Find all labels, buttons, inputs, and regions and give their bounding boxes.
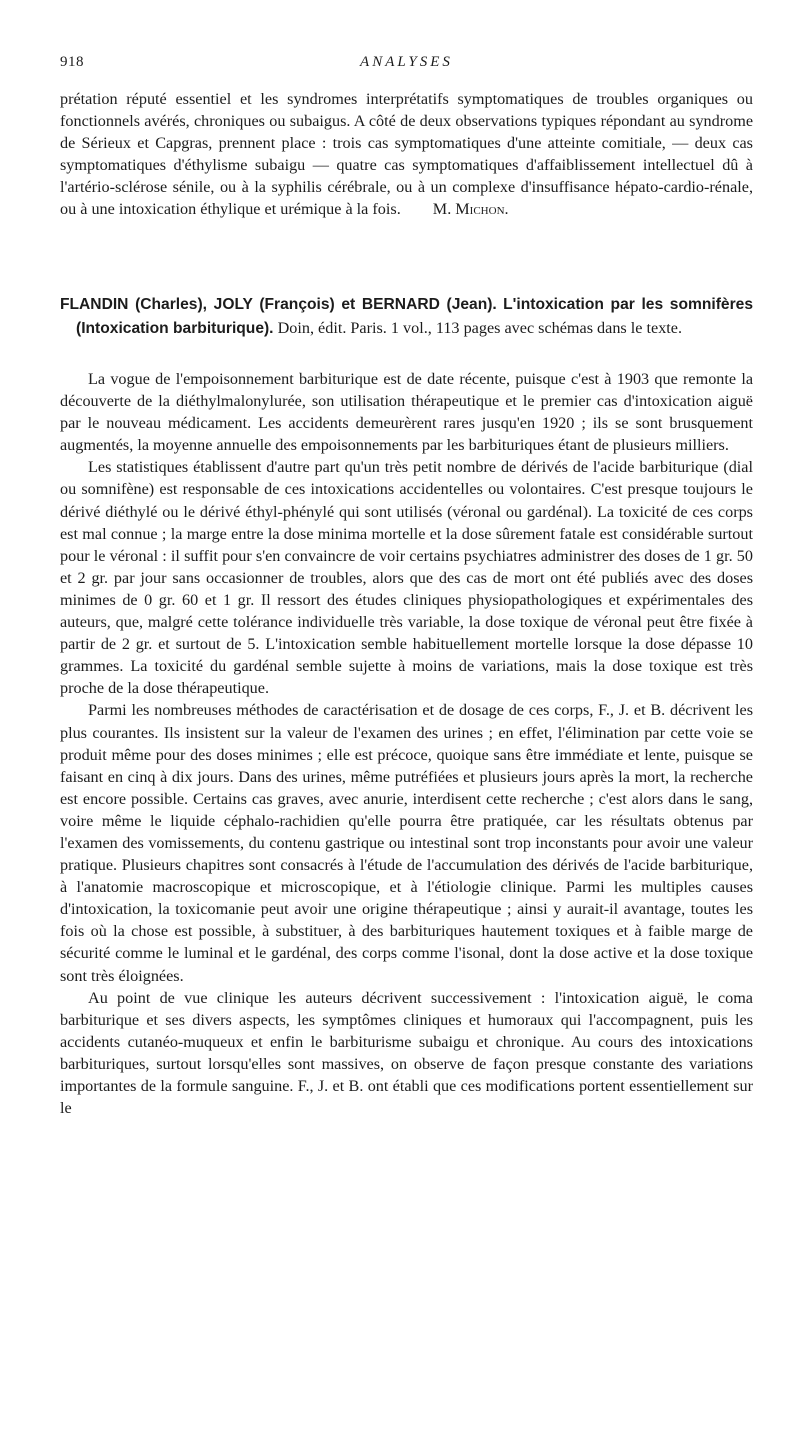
review-body <box>60 368 753 1119</box>
review-heading <box>60 293 753 340</box>
running-head <box>60 54 753 78</box>
previous-review <box>60 88 753 221</box>
review-paragraph: Les statistiques établissent d'autre part qu'un très petit nombre de dérivés de l'acide barbiturique (dial ou somnifène) est responsable de ces intoxications accidentelles ou volontaires. C'est presque toujours le dérivé diéthylé ou le dérivé éthyl-phénylé qui sont utilisés (véronal ou gardénal). La toxicité de ces corps est mal connue ; la marge entre la dose minima mortelle et la dose sûrement fatale est considérable surtout pour le véronal : il suffit pour s'en convaincre de voir certains psychiatres administrer des doses de 1 gr. 50 et 2 gr. par jour sans occasionner de troubles, alors que des cas de mort ont été publiés avec des doses minimes de 0 gr. 60 et 1 gr. Il ressort des études cliniques physiopathologiques et expérimentales des auteurs, que, malgré cette tolérance individuelle très variable, la dose toxique de véronal peut être fixée à partir de 2 gr. et surtout de 5. L'intoxication semble habituellement mortelle lorsque la dose dépasse 10 grammes. La toxicité du gardénal semble sujette à moins de variations, mais la dose toxique est très proche de la dose thérapeutique. <box>60 458 753 698</box>
review-paragraph: Au point de vue clinique les auteurs décrivent successivement : l'intoxication aiguë, le coma barbiturique et ses divers aspects, les symptômes cliniques et humoraux qui l'accompagnent, puis les accidents cutanéo-muqueux et enfin le barbiturisme subaigu et chronique. Au cours des intoxications barbituriques, surtout lorsqu'elles sont massives, on observe de façon presque constante des variations importantes de la formule sanguine. F., J. et B. ont établi que ces modifications portent essentiellement sur le <box>60 988 753 1118</box>
review-authors: FLANDIN (Charles), JOLY (François) et BERNARD (Jean). <box>60 296 497 313</box>
review-publication: Doin, édit. Paris. 1 vol., 113 pages avec schémas dans le texte. <box>277 318 683 337</box>
review-paragraph: La vogue de l'empoisonnement barbiturique est de date récente, puisque c'est à 1903 que remonte la découverte de la diéthylmalonylurée, son utilisation thérapeutique et le premier cas d'intoxication aiguë par le nouveau médicament. Les accidents demeurèrent rares jusqu'en 1920 ; ils se sont brusquement augmentés, la moyenne annuelle des empoisonnements par les barbituriques étant de plusieurs milliers. <box>60 370 753 455</box>
page-number: 918 <box>60 54 84 70</box>
reviewer-signature: M. Michon. <box>432 200 509 219</box>
review-title: L'intoxication par les somnifères (Intoxication barbiturique). <box>76 296 753 337</box>
review-paragraph: Parmi les nombreuses méthodes de caractérisation et de dosage de ces corps, F., J. et B. décrivent les plus courantes. Ils insistent sur la valeur de l'examen des urines ; en effet, l'élimination par cette voie se produit même pour des doses minimes ; elle est précoce, quoique sans être immédiate et lente, puisque se faisant en cinq à dix jours. Dans des urines, même putréfiées et plusieurs jours après la mort, la recherche est encore possible. Certains cas graves, avec anurie, interdisent cette recherche ; c'est alors dans le sang, voire même le liquide céphalo-rachidien qu'elle pourra être pratiquée, car les résultats obtenus par l'examen des vomissements, du contenu gastrique ou intestinal sont trop inconstants pour avoir une valeur pratique. Plusieurs chapitres sont consacrés à l'étude de l'accumulation des dérivés de l'acide barbiturique, à l'anatomie macroscopique et microscopique, et à l'étiologie clinique. Parmi les multiples causes d'intoxication, la toxicomanie peut avoir une origine thérapeutique ; ainsi y aurait-il avantage, toutes les fois où la chose est possible, à substituer, à des barbituriques hautement toxiques et à faible marge de sécurité comme le luminal et le gardénal, des corps comme l'isonal, dont la dose active et la dose toxique sont très éloignées. <box>60 701 753 985</box>
previous-review-text: prétation réputé essentiel et les syndromes interprétatifs symptomatiques de troubles organiques ou fonctionnels avérés, chroniques ou subaigus. A côté de deux observations typiques répondant au syndrome de Sérieux et Capgras, prennent place : trois cas symptomatiques d'une atteinte comitiale, — deux cas symptomatiques d'éthylisme subaigu — quatre cas symptomatiques d'affaiblissement intellectuel dû à l'artério-sclérose sénile, ou à la syphilis cérébrale, ou à un complexe d'insuffisance hépato-cardio-rénale, ou à une intoxication éthylique et urémique à la fois. <box>60 90 753 219</box>
section-title: ANALYSES <box>360 54 453 70</box>
